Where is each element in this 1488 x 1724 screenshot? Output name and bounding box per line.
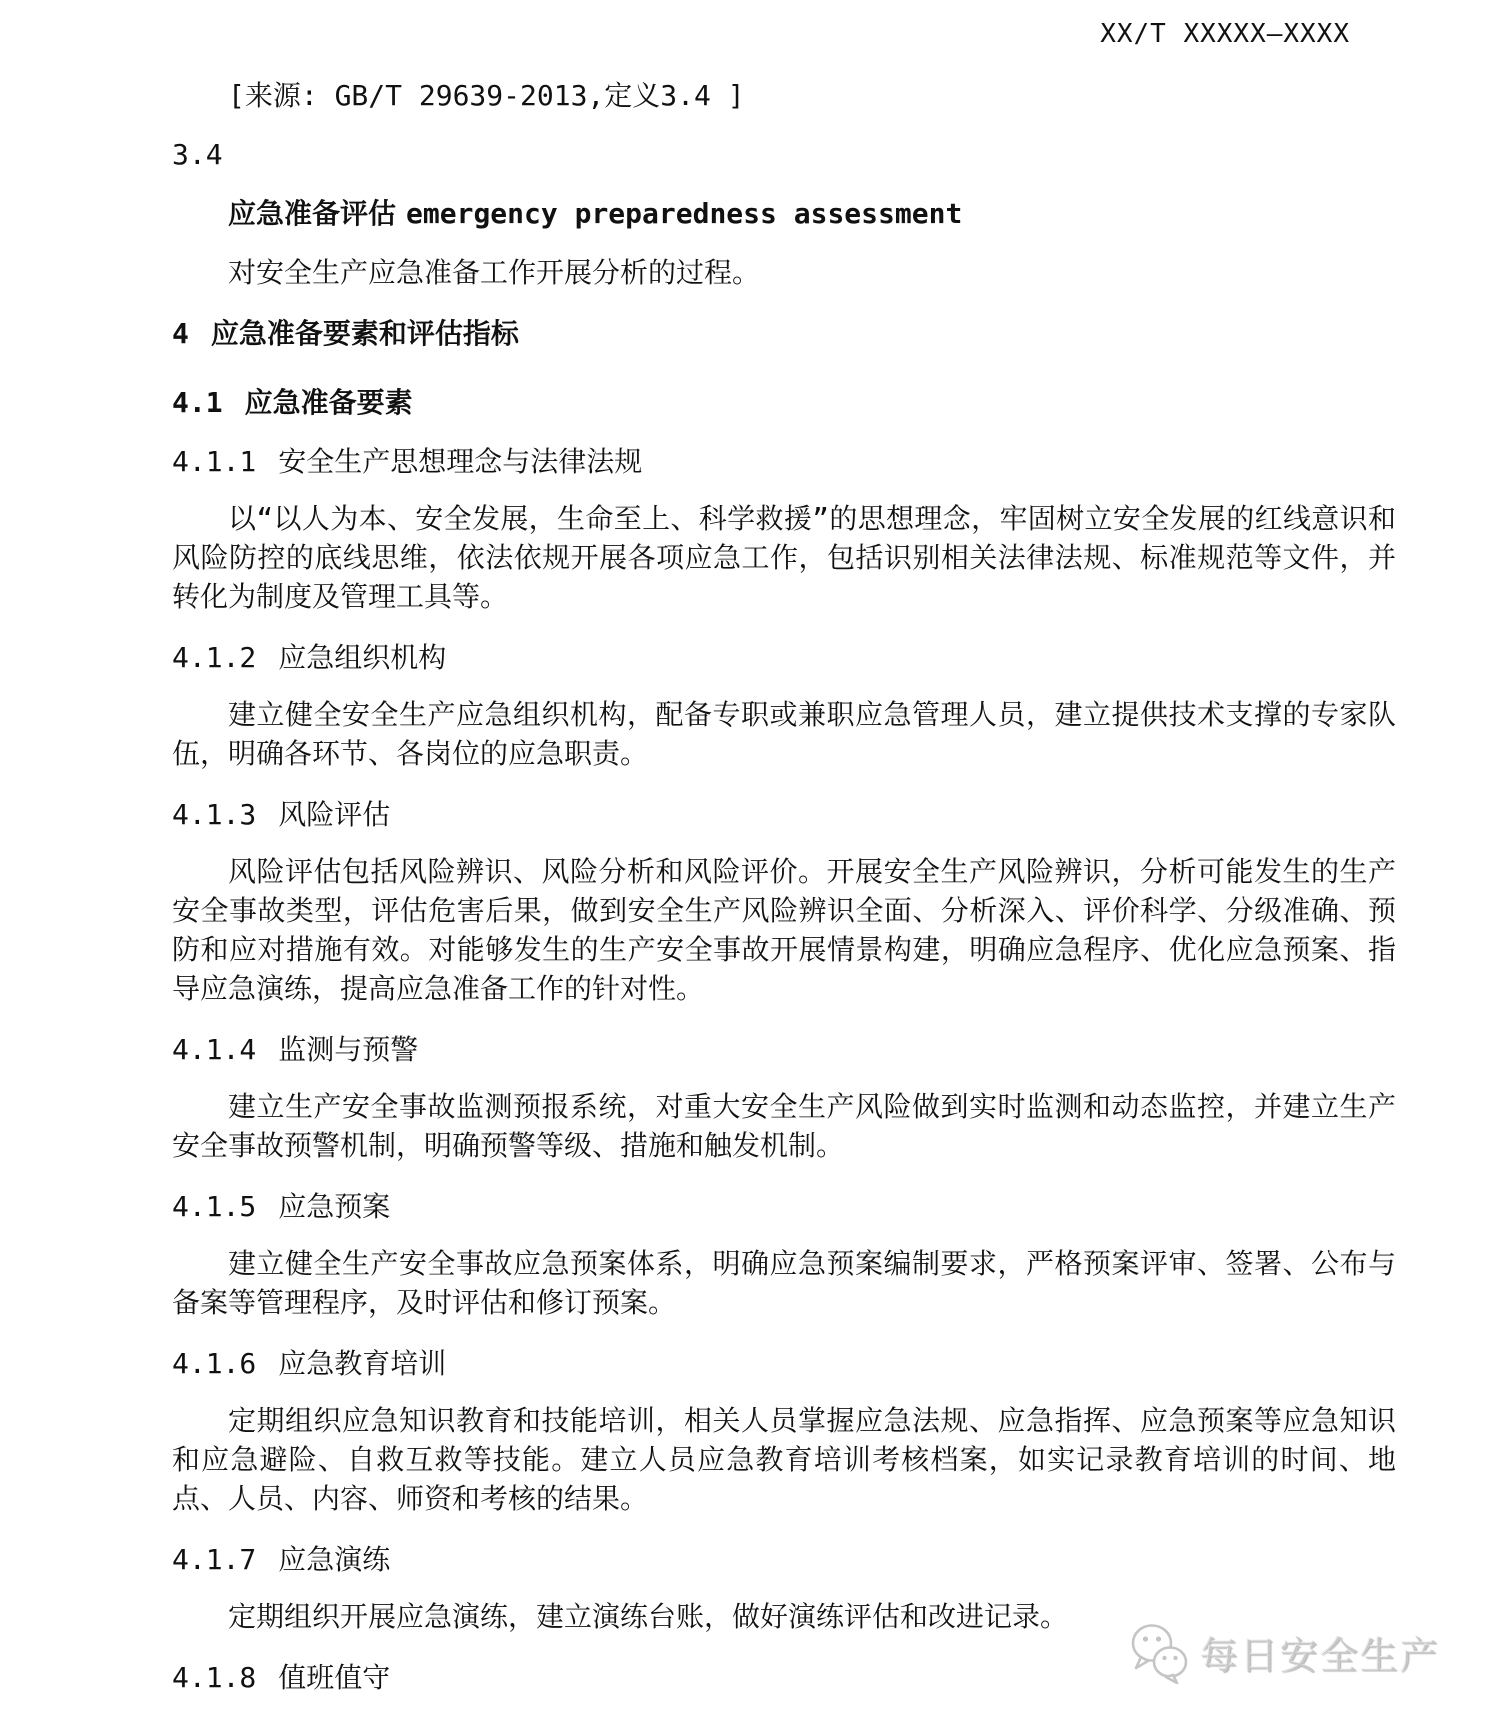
subclause-number: 4.1.4	[172, 1033, 257, 1066]
term-title-zh: 应急准备评估	[228, 197, 397, 230]
subclause-4-1-7-body: 定期组织开展应急演练，建立演练台账，做好演练评估和改进记录。	[228, 1600, 1069, 1633]
subclause-title: 应急组织机构	[278, 641, 447, 674]
subclause-title: 应急预案	[278, 1190, 391, 1223]
subclause-number: 4.1.2	[172, 641, 257, 674]
subclause-4-1-3-body: 风险评估包括风险辨识、风险分析和风险评价。开展安全生产风险辨识，分析可能发生的生产安全事故类型，评估危害后果，做到安全生产风险辨识全面、分析深入、评价科学、分级准确、预防和应对措施有效。对能够发生的生产安全事故开展情景构建，明确应急程序、优化应急预案、指导应急演练，提高应急准备工作的针对性。	[172, 855, 1396, 1005]
clause-4-1-heading	[172, 383, 1396, 422]
subclause-title: 值班值守	[278, 1661, 391, 1694]
subclause-number: 4.1.8	[172, 1661, 257, 1694]
subclause-number: 4.1.3	[172, 798, 257, 831]
subclause-4-1-7-heading	[172, 1540, 1396, 1579]
subclause-title: 应急演练	[278, 1543, 391, 1576]
wechat-icon	[1128, 1620, 1190, 1684]
clause-4-heading	[172, 314, 1396, 353]
subclause-4-1-2-body: 建立健全安全生产应急组织机构，配备专职或兼职应急管理人员，建立提供技术支撑的专家队伍，明确各环节、各岗位的应急职责。	[172, 698, 1396, 770]
subclause-title: 监测与预警	[278, 1033, 419, 1066]
subclause-title: 安全生产思想理念与法律法规	[278, 445, 643, 478]
subclause-4-1-4-body: 建立生产安全事故监测预报系统，对重大安全生产风险做到实时监测和动态监控，并建立生产安全事故预警机制，明确预警等级、措施和触发机制。	[172, 1090, 1396, 1162]
clause-4-1-title: 应急准备要素	[244, 386, 413, 419]
subclause-4-1-1-body: 以“以人为本、安全发展，生命至上、科学救援”的思想理念，牢固树立安全发展的红线意识和风险防控的底线思维，依法依规开展各项应急工作，包括识别相关法律法规、标准规范等文件，并转化为制度及管理工具等。	[172, 502, 1396, 613]
source-note: [来源: GB/T 29639-2013,定义3.4 ]	[228, 79, 745, 112]
term-clause-number: 3.4	[172, 138, 223, 171]
subclause-4-1-6-body: 定期组织应急知识教育和技能培训，相关人员掌握应急法规、应急指挥、应急预案等应急知识和应急避险、自救互救等技能。建立人员应急教育培训考核档案，如实记录教育培训的时间、地点、人员、内容、师资和考核的结果。	[172, 1404, 1396, 1515]
clause-4-1-number: 4.1	[172, 386, 223, 419]
watermark-text: 每日安全生产	[1199, 1633, 1440, 1678]
subclause-title: 风险评估	[278, 798, 391, 831]
subclause-number: 4.1.1	[172, 445, 257, 478]
subclause-number: 4.1.6	[172, 1347, 257, 1380]
subclause-title: 应急教育培训	[278, 1347, 447, 1380]
clause-4-number: 4	[172, 317, 189, 350]
watermark	[1128, 1620, 1440, 1684]
subclause-4-1-6-heading	[172, 1344, 1396, 1383]
subclause-4-1-3-heading	[172, 795, 1396, 834]
subclause-number: 4.1.7	[172, 1543, 257, 1576]
subclause-4-1-5-body: 建立健全生产安全事故应急预案体系，明确应急预案编制要求，严格预案评审、签署、公布与备案等管理程序，及时评估和修订预案。	[172, 1247, 1396, 1319]
standard-number-header: XX/T XXXXX—XXXX	[1100, 19, 1350, 49]
subclause-4-1-5-heading	[172, 1187, 1396, 1226]
subclause-4-1-1-heading	[172, 442, 1396, 481]
subclause-4-1-2-heading	[172, 638, 1396, 677]
term-title	[172, 194, 1396, 233]
clause-4-title: 应急准备要素和评估指标	[210, 317, 519, 350]
term-definition: 对安全生产应急准备工作开展分析的过程。	[228, 256, 761, 289]
subclause-4-1-4-heading	[172, 1030, 1396, 1069]
term-title-en: emergency preparedness assessment	[406, 197, 963, 230]
subclause-number: 4.1.5	[172, 1190, 257, 1223]
